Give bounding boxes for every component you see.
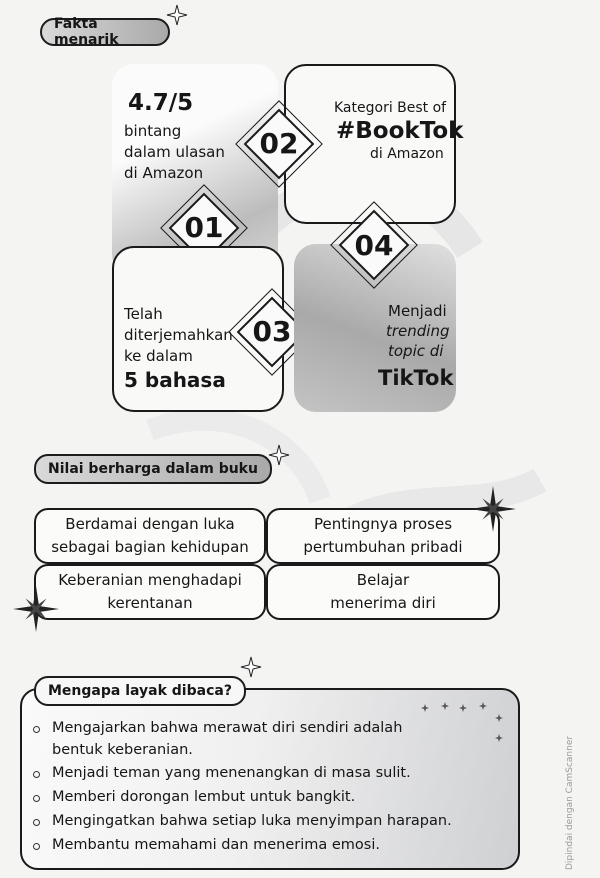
value-box-1 xyxy=(34,508,266,564)
fact-03-big: 5 bahasa xyxy=(124,368,226,392)
value-box-2 xyxy=(266,508,500,564)
fact-04-line1: Menjadi xyxy=(388,302,447,320)
fact-01-value: 4.7/5 xyxy=(128,90,194,116)
reason-3-line1: Memberi dorongan lembut untuk bangkit. xyxy=(52,789,356,805)
value-box-2-line1: Pentingnya proses xyxy=(313,515,453,533)
nilai-section-header xyxy=(34,454,272,484)
bullet-icon xyxy=(33,843,40,850)
fact-04-line2: trending xyxy=(386,322,450,340)
sparkle-icon xyxy=(166,4,188,26)
fact-01-line1: bintang xyxy=(124,122,182,140)
value-box-4-line1: Belajar xyxy=(356,571,410,589)
fact-01-line3: di Amazon xyxy=(124,164,204,182)
fakta-section-title: Fakta menarik xyxy=(54,16,119,48)
bullet-icon xyxy=(33,771,40,778)
bullet-icon xyxy=(33,726,40,733)
fact-03-number: 03 xyxy=(252,315,292,348)
fact-02-post: di Amazon xyxy=(370,146,444,162)
sparkle-icon xyxy=(240,656,262,678)
fact-04-big: TikTok xyxy=(378,366,454,390)
value-box-1-line1: Berdamai dengan luka xyxy=(65,515,235,533)
scanner-watermark: Dipindai dengan CamScanner xyxy=(565,735,575,870)
value-box-3 xyxy=(34,564,266,620)
reason-2-line1: Menjadi teman yang menenangkan di masa sulit. xyxy=(52,765,411,781)
mengapa-section-header xyxy=(34,676,246,706)
value-box-4-line2: menerima diri xyxy=(330,594,436,612)
fact-02-number: 02 xyxy=(259,127,299,160)
reason-1-line2: bentuk keberanian. xyxy=(52,742,193,758)
dotted-sparkles-decoration xyxy=(405,696,515,756)
fakta-section-header xyxy=(40,18,170,46)
reason-5-line1: Membantu memahami dan menerima emosi. xyxy=(52,837,380,853)
nilai-section-title: Nilai berharga dalam buku xyxy=(48,461,258,477)
reason-4-line1: Mengingatkan bahwa setiap luka menyimpan harapan. xyxy=(52,813,452,829)
fact-02-big: #BookTok xyxy=(336,118,464,144)
value-box-3-line2: kerentanan xyxy=(107,594,193,612)
value-box-3-line1: Keberanian menghadapi xyxy=(58,571,242,589)
fact-01-number: 01 xyxy=(184,211,224,244)
fact-01-line2: dalam ulasan xyxy=(124,143,225,161)
star-icon xyxy=(13,586,59,632)
value-box-4 xyxy=(266,564,500,620)
fact-03-line3: ke dalam xyxy=(124,347,193,365)
value-box-1-line2: sebagai bagian kehidupan xyxy=(51,538,249,556)
bullet-icon xyxy=(33,819,40,826)
fact-04-number: 04 xyxy=(354,229,394,262)
sparkle-icon xyxy=(268,444,290,466)
reason-1-line1: Mengajarkan bahwa merawat diri sendiri adalah xyxy=(52,720,403,736)
fact-02-pre: Kategori Best of xyxy=(334,100,447,116)
value-box-2-line2: pertumbuhan pribadi xyxy=(303,538,463,556)
fact-03-line1: Telah xyxy=(124,305,163,323)
fact-03-line2: diterjemahkan xyxy=(124,326,233,344)
mengapa-section-title: Mengapa layak dibaca? xyxy=(48,683,232,699)
bullet-icon xyxy=(33,795,40,802)
fact-04-line3: topic di xyxy=(388,342,444,360)
star-icon xyxy=(470,486,516,532)
